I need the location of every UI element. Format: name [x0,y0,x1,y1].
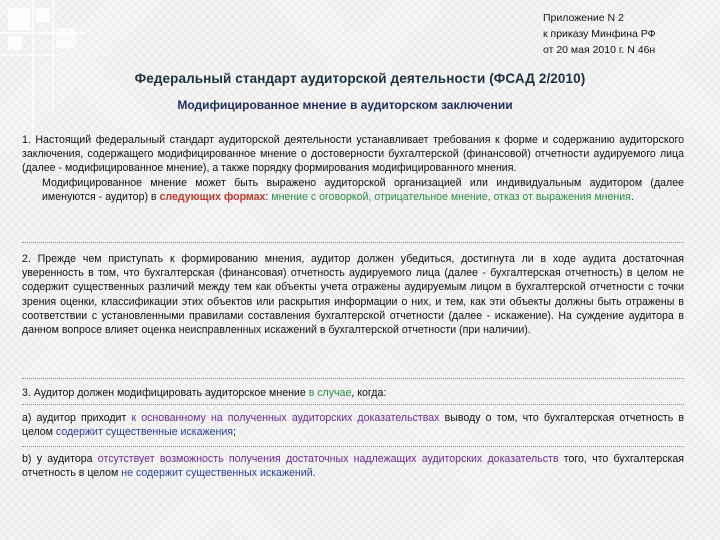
paragraph-a-mid: выводу о том, что бухгалтерская отчетность в целом [22,412,684,439]
forms-list: мнение с оговоркой, отрицательное мнение, отказ от выражения мнения [271,190,631,203]
paragraph-a [22,411,684,439]
separator-line [22,378,684,379]
paragraph-a-end: ; [233,426,236,439]
paragraph-b-end: . [312,467,316,480]
no-evidence-phrase: отсутствует возможность получения достаточных надлежащих аудиторских доказательств [97,453,559,465]
paragraph-3-lead: 3. Аудитор должен модифицировать аудиторское мнение [22,387,309,399]
separator-line [22,446,684,447]
forms-keyword: следующих формах [159,190,266,203]
in-case-keyword: в случае [308,387,352,399]
forms-colon: : [265,190,272,203]
appendix-line-1: Приложение N 2 [543,12,624,24]
paragraph-a-lead: а) аудитор приходит [22,412,132,424]
separator-line [22,242,684,243]
paragraph-b-lead: b) у аудитора [22,453,98,465]
document-title: Федеральный стандарт аудиторской деятельности (ФСАД 2/2010) [134,71,586,86]
paragraph-3-end: , когда: [351,387,387,399]
paragraph-b [22,452,684,480]
paragraph-3 [22,386,684,400]
paragraph-1-text: 1. Настоящий федеральный стандарт аудиторской деятельности устанавливает требования к форме и содержанию аудиторского заключения, содержащего модифицированное мнение о достоверности бухгалтерской (финансовой) отчетности аудируемого лица (далее - модифицированное мнение), а также порядку формирования модифицированного мнения. [22,134,684,175]
no-misstatement-phrase: не содержит существенных искажений [121,467,313,480]
paragraph-1-forms-lead: Модифицированное мнение может быть выражено аудиторской организацией или индивидуальным аудитором (далее именуются - аудитор) в [42,176,684,203]
forms-end: . [630,190,634,203]
appendix-line-2: к приказу Минфина РФ [543,28,656,40]
appendix-line-3: от 20 мая 2010 г. N 46н [543,44,656,56]
paragraph-1-forms [22,176,684,204]
paragraph-b-mid: того, что бухгалтерская отчетность в целом [22,453,685,480]
paragraph-2: 2. Прежде чем приступать к формированию мнения, аудитор должен убедиться, достигнута ли в ходе аудита достаточная уверенность в том, что бухгалтерская (финансовая) отчетность аудируемого лица (далее - бухгалтерская отчетность) в целом не содержит существенных различий между тем как объекты учета отражены аудируемым лицом в бухгалтерской отчетности с точки зрения оценки, классификации этих объектов или раскрытия информации о них, и тем, как эти объекты должны быть отражены в соответствии с установленными правилами составления бухгалтерской отчетности (далее - искажение). На суждение аудитора в данном вопросе влияет оценка неисправленных искажений в бухгалтерской отчетности (при наличии). [22,253,684,337]
paragraph-1 [22,133,684,204]
separator-line [22,404,684,405]
document-subtitle: Модифицированное мнение в аудиторском заключении [177,98,513,112]
material-misstatement-phrase: содержит существенные искажения [55,426,233,439]
appendix-reference [543,10,713,58]
evidence-phrase: к основанному на полученных аудиторских доказательствах [131,412,440,424]
